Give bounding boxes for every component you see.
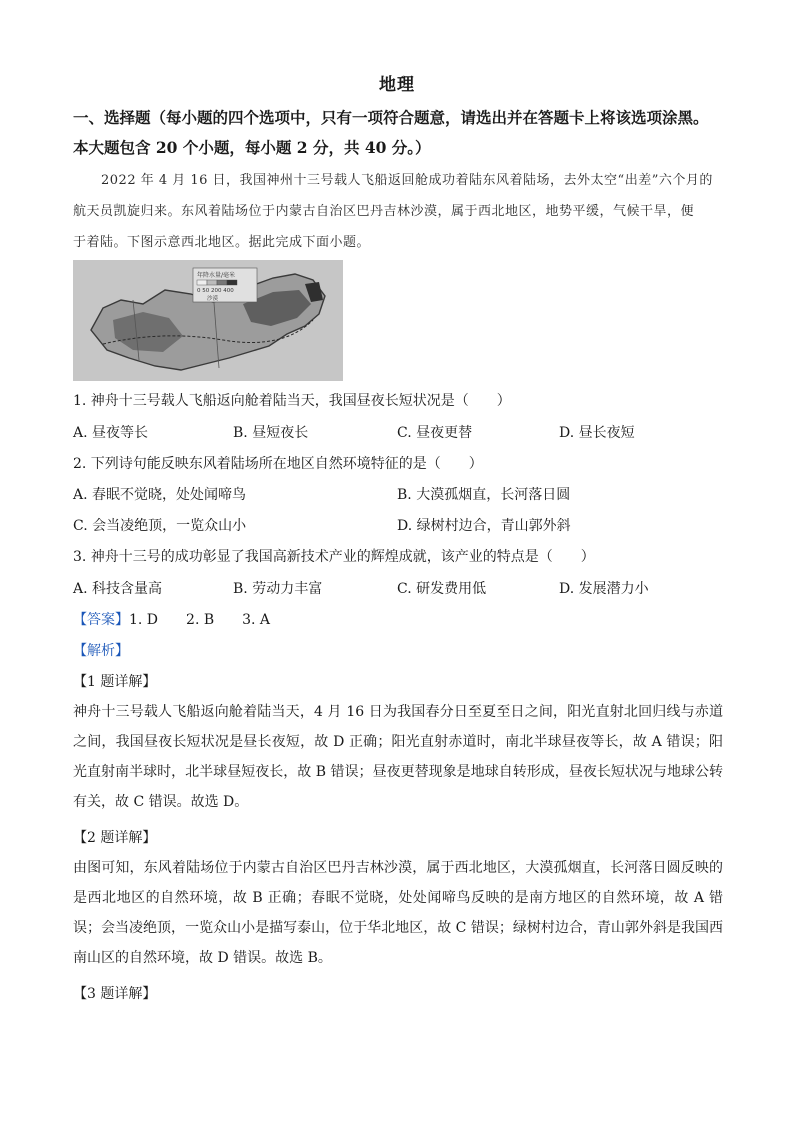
detail-2-text: 由图可知，东风着陆场位于内蒙古自治区巴丹吉林沙漠，属于西北地区，大漠孤烟直，长河落日圆反映的是西北地区的自然环境，故 B 正确；春眠不觉晓，处处闻啼鸟反映的是南方地区的自然环境，故 A 错误；会当凌绝顶，一览众山小是描写泰山，位于华北地区，故 C 错误；绿树村边合，青山郭外斜是我国西南山区的自然环境，故 D 错误。故选 B。: [73, 860, 723, 966]
question-1-option-d: D. 昼长夜短: [559, 425, 635, 441]
question-1-option-a: A. 昼夜等长: [73, 425, 149, 441]
section-heading-line2: 本大题包含 20 个小题，每小题 2 分，共 40 分。）: [73, 138, 431, 157]
legend-swatch-3: [217, 280, 227, 285]
question-1-option-b: B. 昼短夜长: [233, 425, 309, 441]
question-2-option-b: B. 大漠孤烟直，长河落日圆: [397, 487, 571, 503]
question-2-stem: 2. 下列诗句能反映东风着陆场所在地区自然环境特征的是（ ）: [73, 456, 483, 472]
legend-desert: 沙漠: [207, 296, 219, 302]
analysis-label: 【解析】: [73, 643, 129, 659]
question-1-option-c: C. 昼夜更替: [397, 425, 473, 441]
detail-1-text: 神舟十三号载人飞船返向舱着陆当天，4 月 16 日为我国春分日至夏至日之间，阳光直射北回归线与赤道之间，我国昼夜长短状况是昼长夜短，故 D 正确；阳光直射赤道时，南北半球昼夜等长，故 A 错误；阳光直射南半球时，北半球昼短夜长，故 B 错误；昼夜更替现象是地球自转形成，昼夜长短状况与地球公转有关，故 C 错误。故选 D。: [73, 704, 723, 810]
passage-line1: 2022 年 4 月 16 日，我国神州十三号载人飞船返回舱成功着陆东风着陆场，去外太空“出差”六个月的: [101, 173, 713, 188]
legend-swatch-4: [227, 280, 237, 285]
passage-line3: 于着陆。下图示意西北地区。据此完成下面小题。: [73, 235, 371, 250]
legend-title: 年降水量/毫米: [197, 272, 236, 279]
legend-swatch-1: [197, 280, 207, 285]
detail-1-label: 【1 题详解】: [73, 674, 157, 690]
legend-swatch-2: [207, 280, 217, 285]
question-3-stem: 3. 神舟十三号的成功彰显了我国高新技术产业的辉煌成就，该产业的特点是（ ）: [73, 549, 595, 565]
question-3-option-b: B. 劳动力丰富: [233, 581, 323, 597]
question-2-option-a: A. 春眠不觉晓，处处闻啼鸟: [73, 487, 247, 503]
section-heading-line1: 一、选择题（每小题的四个选项中，只有一项符合题意，请选出并在答题卡上将该选项涂黑。: [73, 108, 709, 127]
legend-scale: 0 50 200 400: [197, 288, 234, 294]
passage-line2: 航天员凯旋归来。东风着陆场位于内蒙古自治区巴丹吉林沙漠，属于西北地区，地势平缓，气候干旱，便: [73, 204, 695, 219]
question-3-option-d: D. 发展潜力小: [559, 581, 649, 597]
detail-2-label: 【2 题详解】: [73, 830, 157, 846]
answer-line: [73, 609, 270, 629]
answer-tag: 【答案】: [73, 612, 129, 628]
question-2-option-d: D. 绿树村边合，青山郭外斜: [397, 518, 571, 534]
answer-text: 1. D 2. B 3. A: [129, 612, 271, 628]
page-title: 地理: [379, 75, 415, 95]
question-3-option-a: A. 科技含量高: [73, 581, 163, 597]
detail-3-label: 【3 题详解】: [73, 986, 157, 1002]
question-1-stem: 1. 神舟十三号载人飞船返向舱着陆当天，我国昼夜长短状况是（ ）: [73, 393, 511, 409]
northwest-china-map: [73, 260, 343, 381]
question-2-option-c: C. 会当凌绝顶，一览众山小: [73, 518, 247, 534]
question-3-option-c: C. 研发费用低: [397, 581, 487, 597]
map-figure: [73, 260, 343, 381]
